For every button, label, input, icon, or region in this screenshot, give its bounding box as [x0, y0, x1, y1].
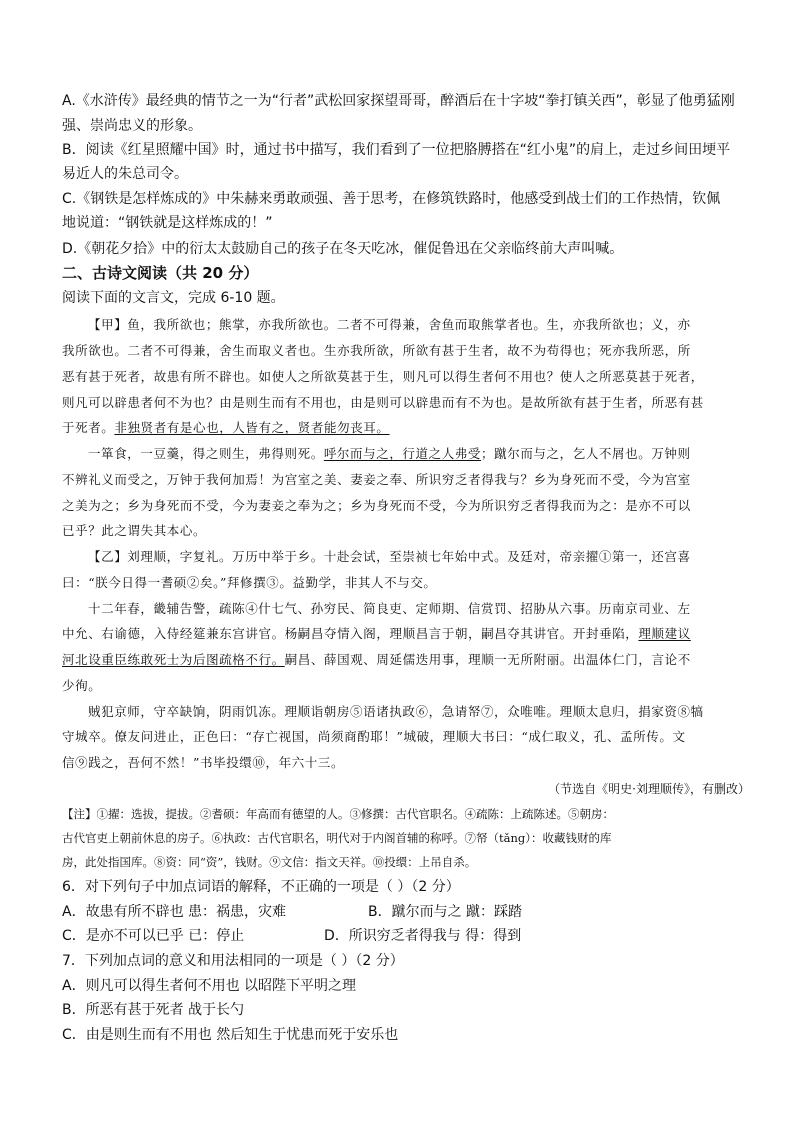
note-line: 房，此处指国库。⑧资：同“资”，钱财。⑨文信：指文天祥。⑩投缳：上吊自杀。: [62, 855, 477, 869]
yi-text: 中允、右谕德，入侍经筵兼东宫讲官。杨嗣昌夺情入阁，理顺昌言于朝，嗣昌夺其讲官。开封垂陷，: [62, 626, 639, 641]
yi-line-with-underline: [62, 651, 691, 669]
section-instruction: 阅读下面的文言文，完成 6-10 题。: [62, 290, 285, 306]
jia-line: 我所欲也。二者不可得兼，舍生而取义者也。生亦我所欲，所欲有甚于生者，故不为苟得也；死亦我所恶，所: [62, 343, 691, 358]
source-citation: （节选自《明史·刘理顺传》，有删改）: [548, 782, 750, 796]
q7-option-a: A．则凡可以得生者何不用也 以昭陛下平明之理: [62, 978, 357, 994]
option-5c-line2: 地说道：“钢铁就是这样炼成的！”: [62, 215, 273, 231]
note-line: 【注】①擢：选拔，提拔。②耆硕：年高而有德望的人。③修撰：古代官职名。④疏陈：上疏陈述。⑤朝房：: [62, 807, 614, 821]
q6-stem: 6．对下列句子中加点词语的解释，不正确的一项是（ ）（2 分）: [62, 879, 460, 895]
q7-option-b: B．所恶有甚于死者 战于长勺: [62, 1002, 245, 1018]
jia-underlined-sentence: 非独贤者有是心也，人皆有之，贤者能勿丧耳。: [114, 420, 390, 435]
option-5b-line2: 易近人的朱总司令。: [62, 166, 188, 182]
q6-option-b: B．蹴尔而与之 蹴：踩踏: [368, 904, 523, 920]
yi-line-with-underline: [62, 625, 691, 643]
jia-p2-underlined: 呼尔而与之，行道之人弗受: [323, 446, 482, 461]
jia-p2-text: 一箪食，一豆羹，得之则生，弗得则死。: [88, 446, 324, 461]
yi-line: 少徇。: [62, 678, 102, 693]
yi-underlined-a: 理顺建议: [638, 626, 691, 641]
q6-option-d: D．所识穷乏者得我与 得：得到: [324, 928, 522, 944]
jia-line-last: [62, 419, 390, 437]
yi-line: 十二年春，畿辅告警，疏陈④什七气、孙穷民、简良吏、定师期、信赏罚、招胁从六事。历南京司业、左: [88, 601, 691, 616]
jia-last-text: 于死者。: [62, 420, 115, 435]
q7-stem: 7．下列加点词的意义和用法相同的一项是（ ）（2 分）: [62, 953, 404, 969]
q6-option-c: C．是亦不可以已乎 已：停止: [62, 928, 245, 944]
yi-line: 【乙】刘理顺，字复礼。万历中举于乡。十赴会试，至崇祯七年始中式。及廷对，帝亲擢①第一，还宫喜: [88, 549, 691, 564]
q6-option-a: A．故患有所不辟也 患：祸患，灾难: [62, 904, 287, 920]
jia-p2-line: 之美为之；乡为身死而不受，今为妻妾之奉为之；乡为身死而不受，今为所识穷乏者得我而为之：是亦不可以: [62, 498, 691, 513]
q7-option-c: C．由是则生而有不用也 然后知生于忧患而死于安乐也: [62, 1027, 399, 1043]
jia-line: 则凡可以辟患者何不为也？由是则生而有不用也，由是则可以辟患而有不为也。是故所欲有甚于生者，所恶有甚: [62, 395, 704, 410]
yi-line: 信⑨践之，吾何不然！”书毕投缳⑩，年六十三。: [62, 755, 345, 770]
yi-line: 曰：“朕今日得一耆硕②矣。”拜修撰③。益勤学，非其人不与交。: [62, 575, 437, 590]
option-5d: D.《朝花夕拾》中的衍太太鼓励自己的孩子在冬天吃冰，催促鲁迅在父亲临终前大声叫喊。: [62, 241, 624, 257]
option-5a-line2: 强、崇尚忠义的形象。: [62, 118, 202, 134]
option-5c-line1: C.《钢铁是怎样炼成的》中朱赫来勇敢顽强、善于思考，在修筑铁路时，他感受到战士们的工作热情，钦佩: [62, 191, 721, 207]
yi-line: 守城卒。僚友问进止，正色曰：“存亡视国，尚须商酌耶！”城破，理顺大书曰：“成仁取义，孔、孟所传。文: [62, 729, 686, 744]
yi-line: 贼犯京师，守卒缺饷，阴雨饥冻。理顺诣朝房⑤语诸执政⑥，急请帑⑦，众唯唯。理顺太息归，捐家资⑧犒: [88, 704, 704, 719]
yi-underlined-b: 河北设重臣练敢死士为后图疏格不行。: [62, 652, 285, 667]
jia-p2-line: 不辨礼义而受之，万钟于我何加焉！为宫室之美、妻妾之奉、所识穷乏者得我与？乡为身死而不受，今为宫室: [62, 472, 691, 487]
option-5a-line1: A.《水浒传》最经典的情节之一为“行者”武松回家探望哥哥，醉酒后在十字坡“拳打镇关西”，彰显了他勇猛刚: [62, 93, 735, 109]
note-line: 古代官吏上朝前休息的房子。⑥执政：古代官职名，明代对于内阁首辅的称呼。⑦帑（tǎng）：收藏钱财的库: [62, 831, 612, 845]
yi-text: 嗣昌、薛国观、周延儒迭用事，理顺一无所附丽。出温体仁门，言论不: [284, 652, 691, 667]
section-title: 二、古诗文阅读（共 20 分）: [62, 264, 259, 282]
jia-line: 【甲】鱼，我所欲也；熊掌，亦我所欲也。二者不可得兼，舍鱼而取熊掌者也。生，亦我所欲也；义，亦: [88, 317, 691, 332]
option-5b-line1: B．阅读《红星照耀中国》时，通过书中描写，我们看到了一位把胳膊搭在“红小鬼”的肩上，走过乡间田埂平: [62, 142, 731, 158]
jia-p2-line: 已乎？此之谓失其本心。: [62, 523, 207, 538]
jia-p2-line1: [88, 445, 691, 463]
jia-p2-text: ；蹴尔而与之，乞人不屑也。万钟则: [481, 446, 691, 461]
jia-line: 恶有甚于死者，故患有所不辟也。如使人之所欲莫甚于生，则凡可以得生者何不用也？使人之所恶莫甚于死者，: [62, 369, 704, 384]
